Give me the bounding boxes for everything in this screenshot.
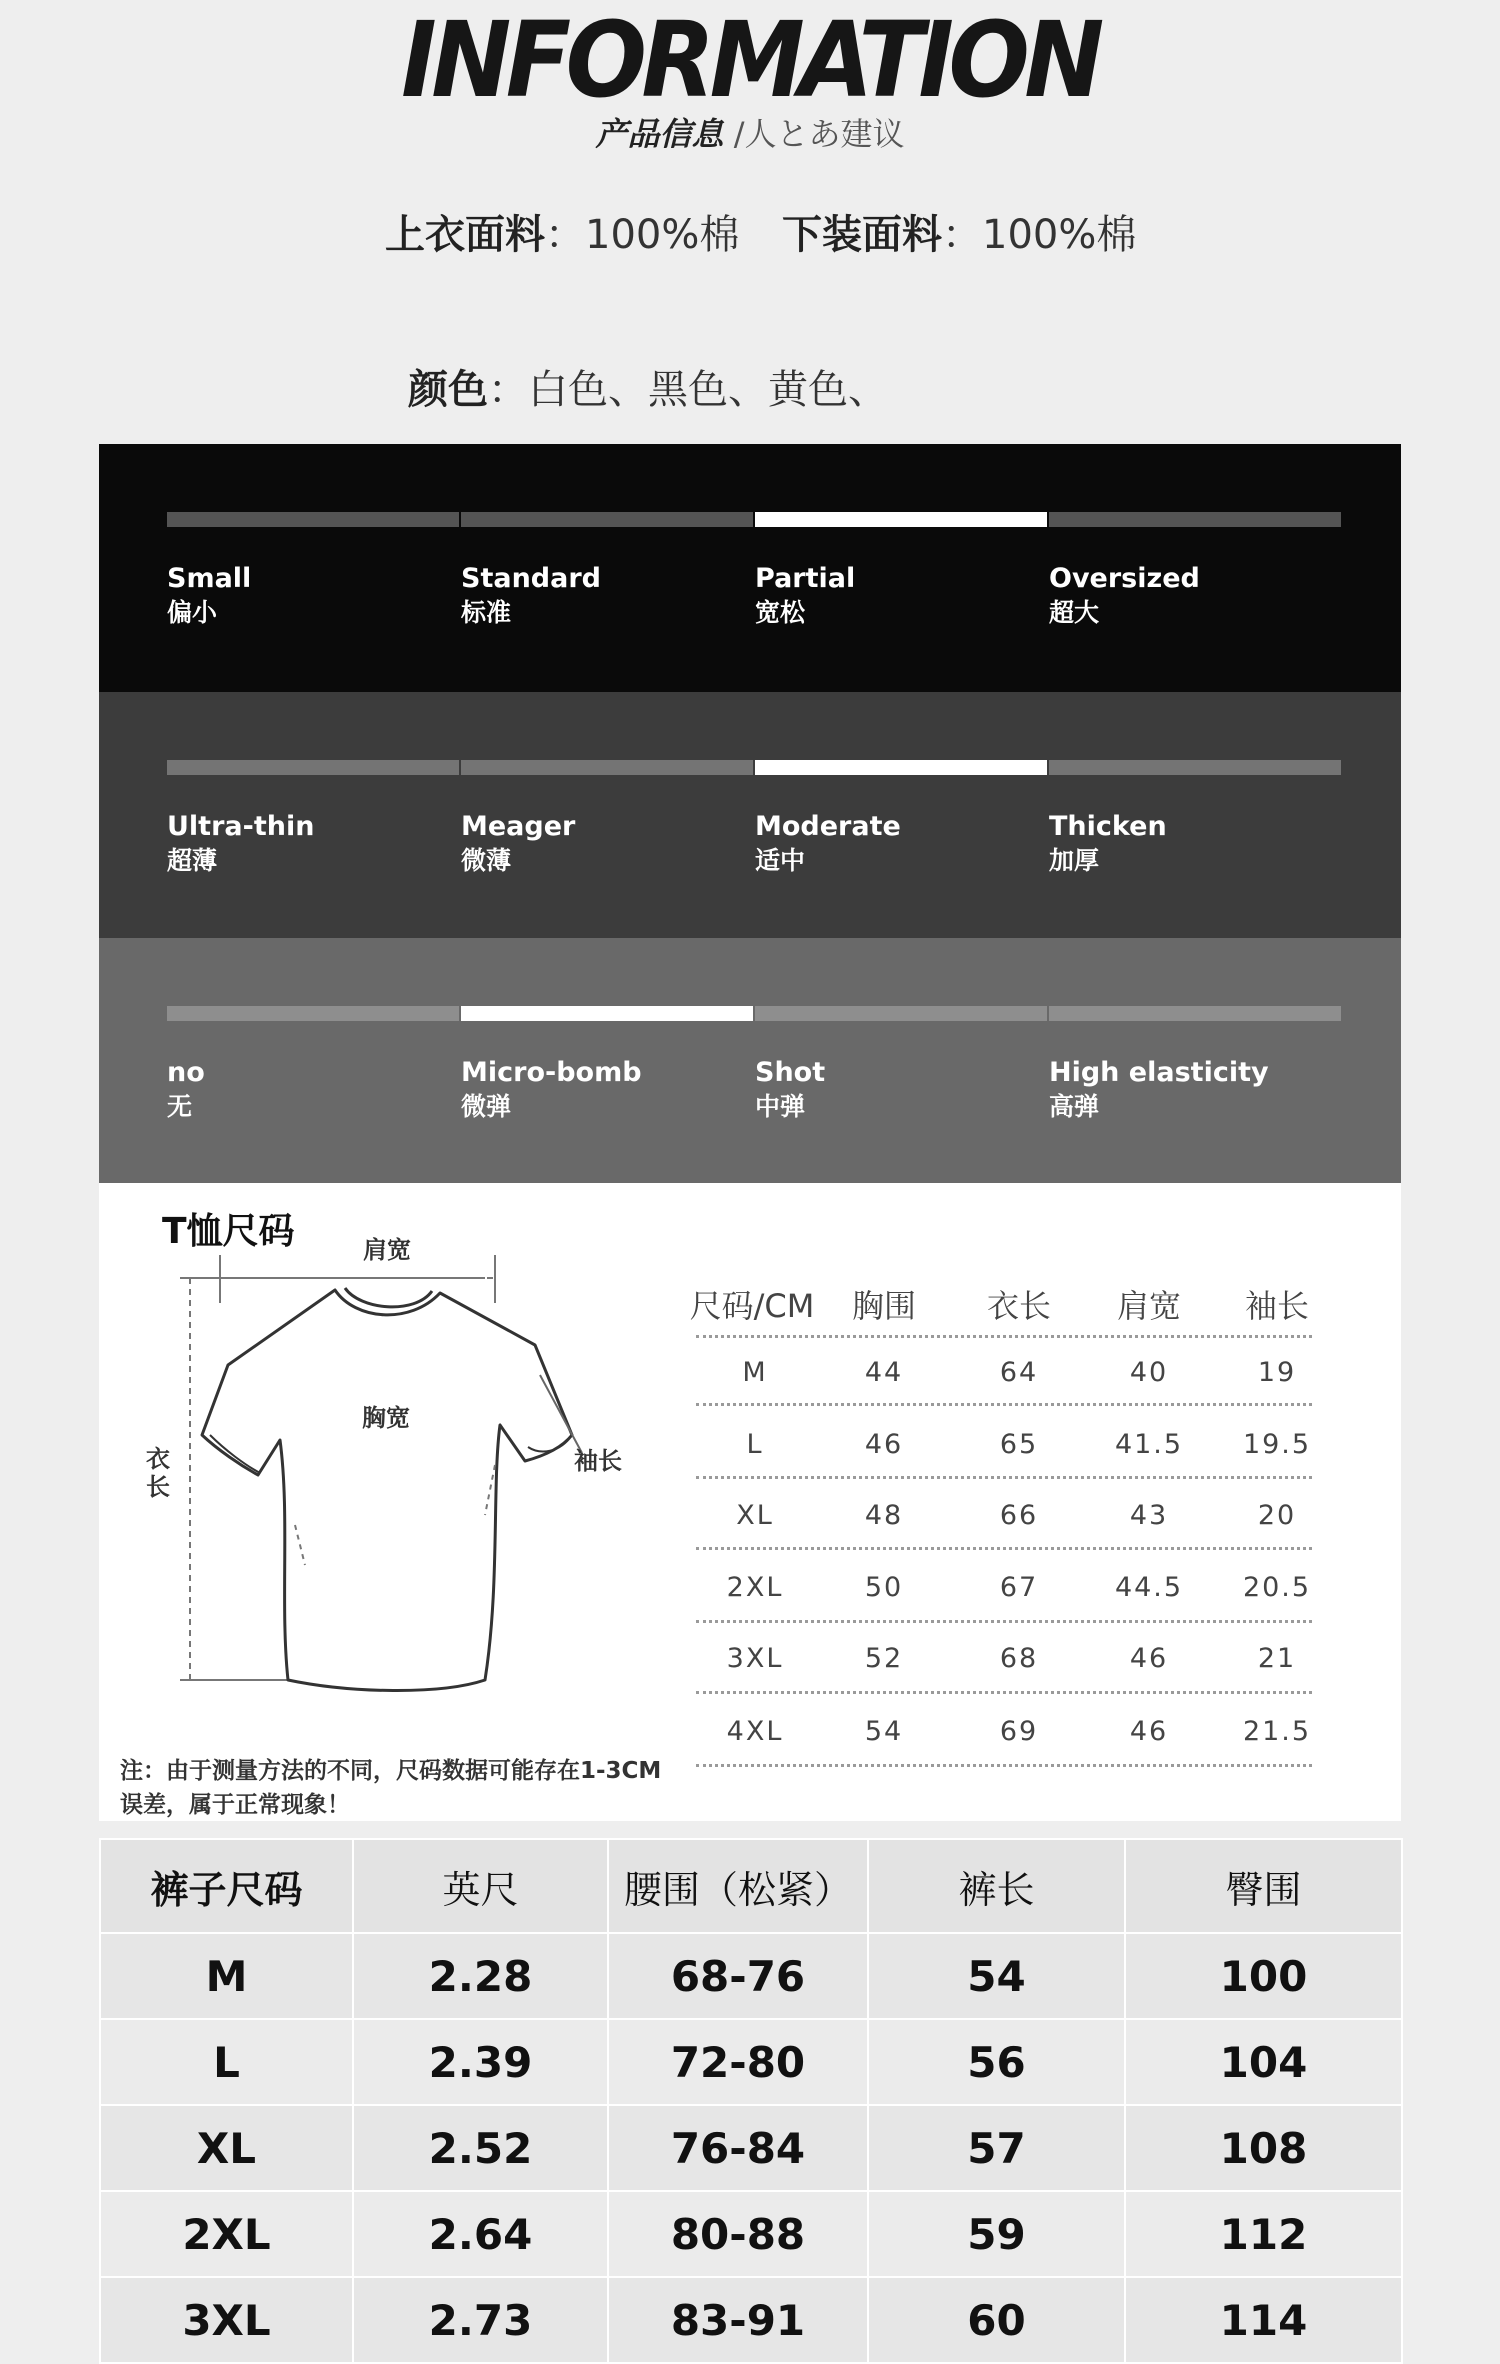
- tshirt-size-title: T恤尺码: [162, 1211, 295, 1252]
- table-divider: [696, 1620, 1312, 1623]
- scale-option-en: Micro-bomb: [461, 1057, 642, 1088]
- tshirt-value-cell: 52: [864, 1643, 904, 1674]
- scale-option-cn: 超薄: [167, 846, 218, 875]
- tshirt-value-cell: 54: [864, 1716, 904, 1747]
- tshirt-value-cell: 19: [1257, 1357, 1297, 1388]
- tshirt-value-cell: 66: [999, 1500, 1039, 1531]
- scale-option-cn: 加厚: [1049, 846, 1100, 875]
- table-divider: [696, 1764, 1312, 1767]
- tshirt-header-cell: 肩宽: [1116, 1287, 1181, 1325]
- pants-value-cell: 2.28: [353, 1933, 608, 2019]
- tshirt-size-cell: XL: [736, 1500, 774, 1531]
- fit-scale-elasticity: [99, 938, 1401, 1183]
- tshirt-value-cell: 44.5: [1114, 1572, 1184, 1603]
- scale-bar: [461, 760, 753, 775]
- table-divider: [696, 1335, 1312, 1338]
- pants-value-cell: 60: [868, 2277, 1125, 2363]
- tshirt-value-cell: 48: [864, 1500, 904, 1531]
- scale-option-en: no: [167, 1057, 205, 1088]
- label-sleeve: 袖长: [574, 1447, 622, 1475]
- scale-bar: [167, 512, 459, 527]
- pants-size-cell: M: [100, 1933, 353, 2019]
- scale-option-en: Moderate: [755, 811, 901, 842]
- tshirt-value-cell: 21.5: [1242, 1716, 1312, 1747]
- color-value: ：白色、黑色、黄色、: [488, 367, 888, 413]
- tshirt-value-cell: 65: [999, 1429, 1039, 1460]
- tshirt-header-cell: 衣长: [986, 1287, 1051, 1325]
- scale-option-en: Ultra-thin: [167, 811, 315, 842]
- tshirt-size-cell: M: [742, 1357, 768, 1388]
- tshirt-size-cell: 3XL: [726, 1643, 784, 1674]
- table-divider: [696, 1547, 1312, 1550]
- table-row: [100, 2105, 1402, 2191]
- pants-size-cell: 3XL: [100, 2277, 353, 2363]
- scale-option-cn: 微弹: [461, 1092, 512, 1121]
- scale-option-en: Oversized: [1049, 563, 1200, 594]
- pants-value-cell: 112: [1125, 2191, 1402, 2277]
- tshirt-size-note: 注：由于测量方法的不同，尺码数据可能存在1-3CM误差，属于正常现象！: [120, 1758, 662, 1818]
- tshirt-value-cell: 44: [864, 1357, 904, 1388]
- scale-option-en: High elasticity: [1049, 1057, 1269, 1088]
- scale-bar: [167, 1006, 459, 1021]
- fabric-top-value: ：100%棉: [545, 212, 740, 258]
- tshirt-header-cell: 袖长: [1244, 1287, 1309, 1325]
- table-row: [100, 2019, 1402, 2105]
- color-label: 颜色: [408, 367, 488, 413]
- fit-scale-thickness: [99, 692, 1401, 938]
- pants-value-cell: 68-76: [608, 1933, 868, 2019]
- tshirt-value-cell: 64: [999, 1357, 1039, 1388]
- tshirt-header-cell: 尺码/CM: [689, 1287, 815, 1325]
- scale-bar-selected: [461, 1006, 753, 1021]
- scale-option-cn: 超大: [1049, 598, 1100, 627]
- scale-bar: [461, 512, 753, 527]
- tshirt-value-cell: 46: [1129, 1643, 1169, 1674]
- pants-value-cell: 54: [868, 1933, 1125, 2019]
- scale-option-cn: 高弹: [1049, 1092, 1100, 1121]
- label-chest: 胸宽: [362, 1404, 410, 1432]
- brand-title: INFORMATION: [401, 0, 1099, 121]
- scale-option-cn: 适中: [755, 846, 806, 875]
- pants-value-cell: 57: [868, 2105, 1125, 2191]
- scale-option-cn: 微薄: [461, 846, 512, 875]
- tshirt-value-cell: 50: [864, 1572, 904, 1603]
- pants-value-cell: 2.52: [353, 2105, 608, 2191]
- scale-option-en: Partial: [755, 563, 856, 594]
- color-line: [408, 367, 888, 413]
- pants-value-cell: 100: [1125, 1933, 1402, 2019]
- pants-size-cell: L: [100, 2019, 353, 2105]
- subtitle-rest: /人とあ建议: [733, 115, 905, 153]
- tshirt-value-cell: 41.5: [1114, 1429, 1184, 1460]
- scale-option-en: Standard: [461, 563, 601, 594]
- scale-bar: [167, 760, 459, 775]
- subtitle-strong: 产品信息: [595, 115, 724, 153]
- fabric-top: [385, 212, 740, 258]
- pants-size-cell: XL: [100, 2105, 353, 2191]
- pants-size-cell: 2XL: [100, 2191, 353, 2277]
- scale-bar: [1049, 760, 1341, 775]
- scale-option-en: Shot: [755, 1057, 826, 1088]
- pants-value-cell: 2.73: [353, 2277, 608, 2363]
- tshirt-size-cell: 4XL: [726, 1716, 784, 1747]
- tshirt-value-cell: 21: [1257, 1643, 1297, 1674]
- pants-header-cell: 臀围: [1125, 1839, 1402, 1933]
- label-length: 衣长: [146, 1445, 170, 1501]
- tshirt-size-cell: 2XL: [726, 1572, 784, 1603]
- tshirt-value-cell: 19.5: [1242, 1429, 1312, 1460]
- pants-value-cell: 72-80: [608, 2019, 868, 2105]
- pants-header-cell: 英尺: [353, 1839, 608, 1933]
- table-divider: [696, 1691, 1312, 1694]
- pants-value-cell: 104: [1125, 2019, 1402, 2105]
- scale-bar: [1049, 1006, 1341, 1021]
- table-divider: [696, 1403, 1312, 1406]
- table-row: [100, 2277, 1402, 2363]
- tshirt-value-cell: 20.5: [1242, 1572, 1312, 1603]
- tshirt-value-cell: 69: [999, 1716, 1039, 1747]
- pants-value-cell: 2.39: [353, 2019, 608, 2105]
- scale-bar: [1049, 512, 1341, 527]
- scale-option-en: Small: [167, 563, 252, 594]
- tshirt-header-cell: 胸围: [851, 1287, 916, 1325]
- pants-value-cell: 59: [868, 2191, 1125, 2277]
- table-divider: [696, 1476, 1312, 1479]
- scale-bar-selected: [755, 512, 1047, 527]
- scale-option-en: Meager: [461, 811, 576, 842]
- scale-option-cn: 中弹: [755, 1092, 806, 1121]
- scale-option-cn: 无: [167, 1092, 193, 1121]
- pants-value-cell: 108: [1125, 2105, 1402, 2191]
- pants-header-cell: 腰围（松紧）: [608, 1839, 868, 1933]
- tshirt-value-cell: 68: [999, 1643, 1039, 1674]
- tshirt-value-cell: 67: [999, 1572, 1039, 1603]
- table-row: [100, 1933, 1402, 2019]
- pants-value-cell: 80-88: [608, 2191, 868, 2277]
- pants-value-cell: 83-91: [608, 2277, 868, 2363]
- pants-value-cell: 2.64: [353, 2191, 608, 2277]
- label-shoulder: 肩宽: [363, 1236, 411, 1264]
- fabric-bottom-value: ：100%棉: [942, 212, 1137, 258]
- fabric-bottom: [782, 212, 1137, 258]
- tshirt-value-cell: 43: [1129, 1500, 1169, 1531]
- tshirt-size-cell: L: [746, 1429, 764, 1460]
- fit-scale-size: [99, 444, 1401, 692]
- tshirt-value-cell: 40: [1129, 1357, 1169, 1388]
- scale-option-cn: 偏小: [167, 598, 218, 627]
- pants-header-cell: 裤长: [868, 1839, 1125, 1933]
- pants-header-row: [100, 1839, 1402, 1933]
- pants-size-table: [99, 1838, 1403, 2364]
- scale-option-cn: 宽松: [755, 598, 806, 627]
- fabric-top-label: 上衣面料: [385, 212, 545, 258]
- scale-bar: [755, 1006, 1047, 1021]
- pants-value-cell: 56: [868, 2019, 1125, 2105]
- pants-value-cell: 76-84: [608, 2105, 868, 2191]
- pants-header-cell: 裤子尺码: [100, 1839, 353, 1933]
- tshirt-value-cell: 46: [1129, 1716, 1169, 1747]
- subtitle: [0, 115, 1500, 153]
- pants-value-cell: 114: [1125, 2277, 1402, 2363]
- table-row: [100, 2191, 1402, 2277]
- scale-bar-selected: [755, 760, 1047, 775]
- tshirt-value-cell: 20: [1257, 1500, 1297, 1531]
- scale-option-en: Thicken: [1049, 811, 1167, 842]
- scale-option-cn: 标准: [461, 598, 512, 627]
- fabric-bottom-label: 下装面料: [782, 212, 942, 258]
- tshirt-value-cell: 46: [864, 1429, 904, 1460]
